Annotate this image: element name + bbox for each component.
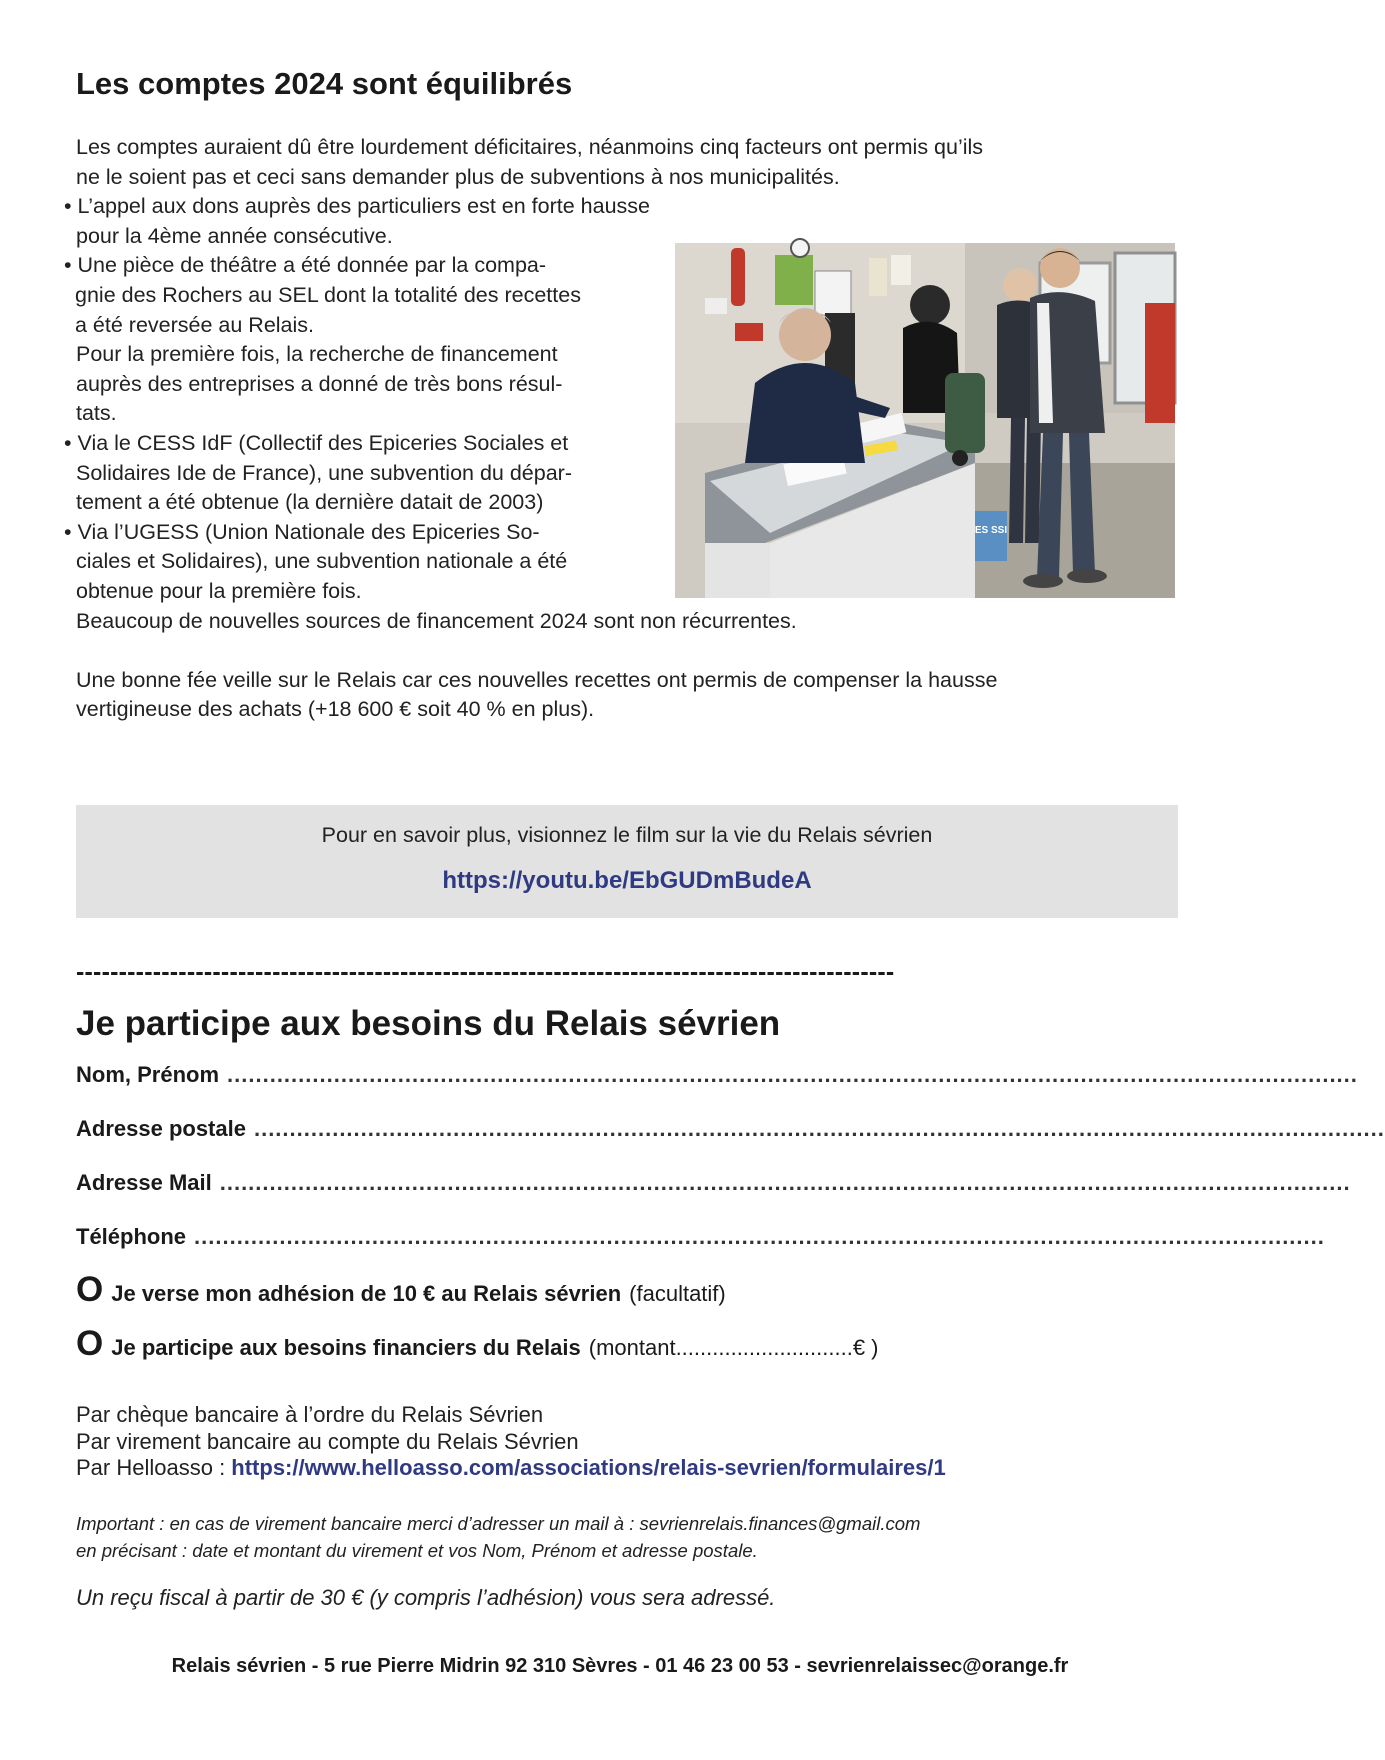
- bullet-4-line-2: Solidaires Ide de France), une subvention du dépar-: [76, 460, 573, 485]
- mail-dotted-line[interactable]: ...............................................................................................................................................................: [219, 1170, 1351, 1195]
- membership-note: (facultatif): [629, 1281, 726, 1306]
- tax-receipt-note: Un reçu fiscal à partir de 30 € (y compris l’adhésion) vous sera adressé.: [76, 1585, 776, 1610]
- phone-dotted-line[interactable]: ...............................................................................................................................................................: [194, 1224, 1325, 1249]
- bullet-4-line-1: • Via le CESS IdF (Collectif des Epiceries Sociales et: [64, 430, 569, 455]
- bullet-5-line-2: ciales et Solidaires), une subvention nationale a été: [76, 549, 568, 574]
- paragraph-6: Beaucoup de nouvelles sources de financement 2024 sont non récurrentes.: [76, 608, 797, 633]
- bullet-4-line-3: tement a été obtenue (la dernière datait de 2003): [76, 490, 544, 515]
- intro-line-1: Les comptes auraient dû être lourdement déficitaires, néanmoins cinq facteurs ont permis qu’ils: [76, 135, 984, 159]
- address-field[interactable]: [76, 1116, 1385, 1146]
- mail-label: Adresse Mail: [76, 1170, 212, 1195]
- helloasso-link[interactable]: https://www.helloasso.com/associations/relais-sevrien/formulaires/1: [231, 1455, 946, 1480]
- article-title: Les comptes 2024 sont équilibrés: [76, 66, 573, 101]
- membership-option[interactable]: [76, 1270, 726, 1310]
- paragraph-7-line-1: Une bonne fée veille sur le Relais car ces nouvelles recettes ont permis de compenser la hausse: [76, 667, 998, 692]
- paragraph-3-line-3: tats.: [76, 401, 117, 426]
- bullet-2-line-3: a été reversée au Relais.: [75, 312, 315, 337]
- membership-checkbox[interactable]: O: [76, 1270, 104, 1309]
- bullet-1-line-2: pour la 4ème année consécutive.: [76, 223, 393, 248]
- note-line-1: Important : en cas de virement bancaire merci d’adresser un mail à : sevrienrelais.finances@gmail.com: [76, 1513, 921, 1534]
- payment-virement: Par virement bancaire au compte du Relais Sévrien: [76, 1428, 579, 1454]
- bullet-2-line-1: • Une pièce de théâtre a été donnée par la compa-: [64, 253, 547, 278]
- paragraph-3-line-1: Pour la première fois, la recherche de financement: [76, 342, 558, 367]
- bullet-1-line-1: • L’appel aux dons auprès des particuliers est en forte hausse: [64, 194, 651, 219]
- donation-label: Je participe aux besoins financiers du Relais: [111, 1335, 581, 1360]
- epicerie-photo: [675, 243, 1175, 598]
- note-line-2: en précisant : date et montant du virement et vos Nom, Prénom et adresse postale.: [76, 1540, 758, 1561]
- payment-methods: [76, 1402, 946, 1482]
- name-field[interactable]: [76, 1062, 1358, 1092]
- video-info-box: [76, 805, 1178, 918]
- name-dotted-line[interactable]: ...............................................................................................................................................................: [227, 1062, 1358, 1087]
- paragraph-3-line-2: auprès des entreprises a donné de très bons résul-: [76, 371, 563, 396]
- form-title: Je participe aux besoins du Relais sévrien: [76, 1004, 781, 1043]
- footer-contact: Relais sévrien - 5 rue Pierre Midrin 92 310 Sèvres - 01 46 23 00 53 - sevrienrelaissec@orange.fr: [171, 1655, 1069, 1677]
- address-label: Adresse postale: [76, 1116, 246, 1141]
- paragraph-7-line-2: vertigineuse des achats (+18 600 € soit 40 % en plus).: [76, 697, 595, 722]
- donation-checkbox[interactable]: O: [76, 1324, 104, 1363]
- cut-line-separator: ------------------------------------------------------------------------------------------------: [76, 958, 895, 986]
- video-intro: Pour en savoir plus, visionnez le film sur la vie du Relais sévrien: [321, 823, 933, 847]
- bank-transfer-note: [76, 1510, 920, 1564]
- bullet-2-line-2: gnie des Rochers au SEL dont la totalité des recettes: [75, 282, 581, 307]
- address-dotted-line[interactable]: ...............................................................................................................................................................: [253, 1116, 1385, 1141]
- mail-field[interactable]: [76, 1170, 1351, 1200]
- intro-line-2: ne le soient pas et ceci sans demander plus de subventions à nos municipalités.: [76, 164, 840, 189]
- donation-option[interactable]: [76, 1324, 879, 1364]
- membership-label: Je verse mon adhésion de 10 € au Relais sévrien: [111, 1281, 622, 1306]
- phone-label: Téléphone: [76, 1224, 187, 1249]
- payment-helloasso: [76, 1455, 946, 1482]
- bullet-5-line-1: • Via l’UGESS (Union Nationale des Epiceries So-: [64, 519, 540, 544]
- helloasso-prefix: Par Helloasso :: [76, 1455, 232, 1480]
- name-label: Nom, Prénom: [76, 1062, 220, 1087]
- bullet-5-line-3: obtenue pour la première fois.: [76, 578, 362, 603]
- payment-cheque: Par chèque bancaire à l’ordre du Relais Sévrien: [76, 1402, 544, 1427]
- poster-text: ES SSI: [974, 525, 1008, 536]
- phone-field[interactable]: [76, 1224, 1325, 1254]
- donation-amount[interactable]: (montant.............................€ ): [588, 1335, 879, 1360]
- video-link[interactable]: https://youtu.be/EbGUDmBudeA: [442, 867, 812, 894]
